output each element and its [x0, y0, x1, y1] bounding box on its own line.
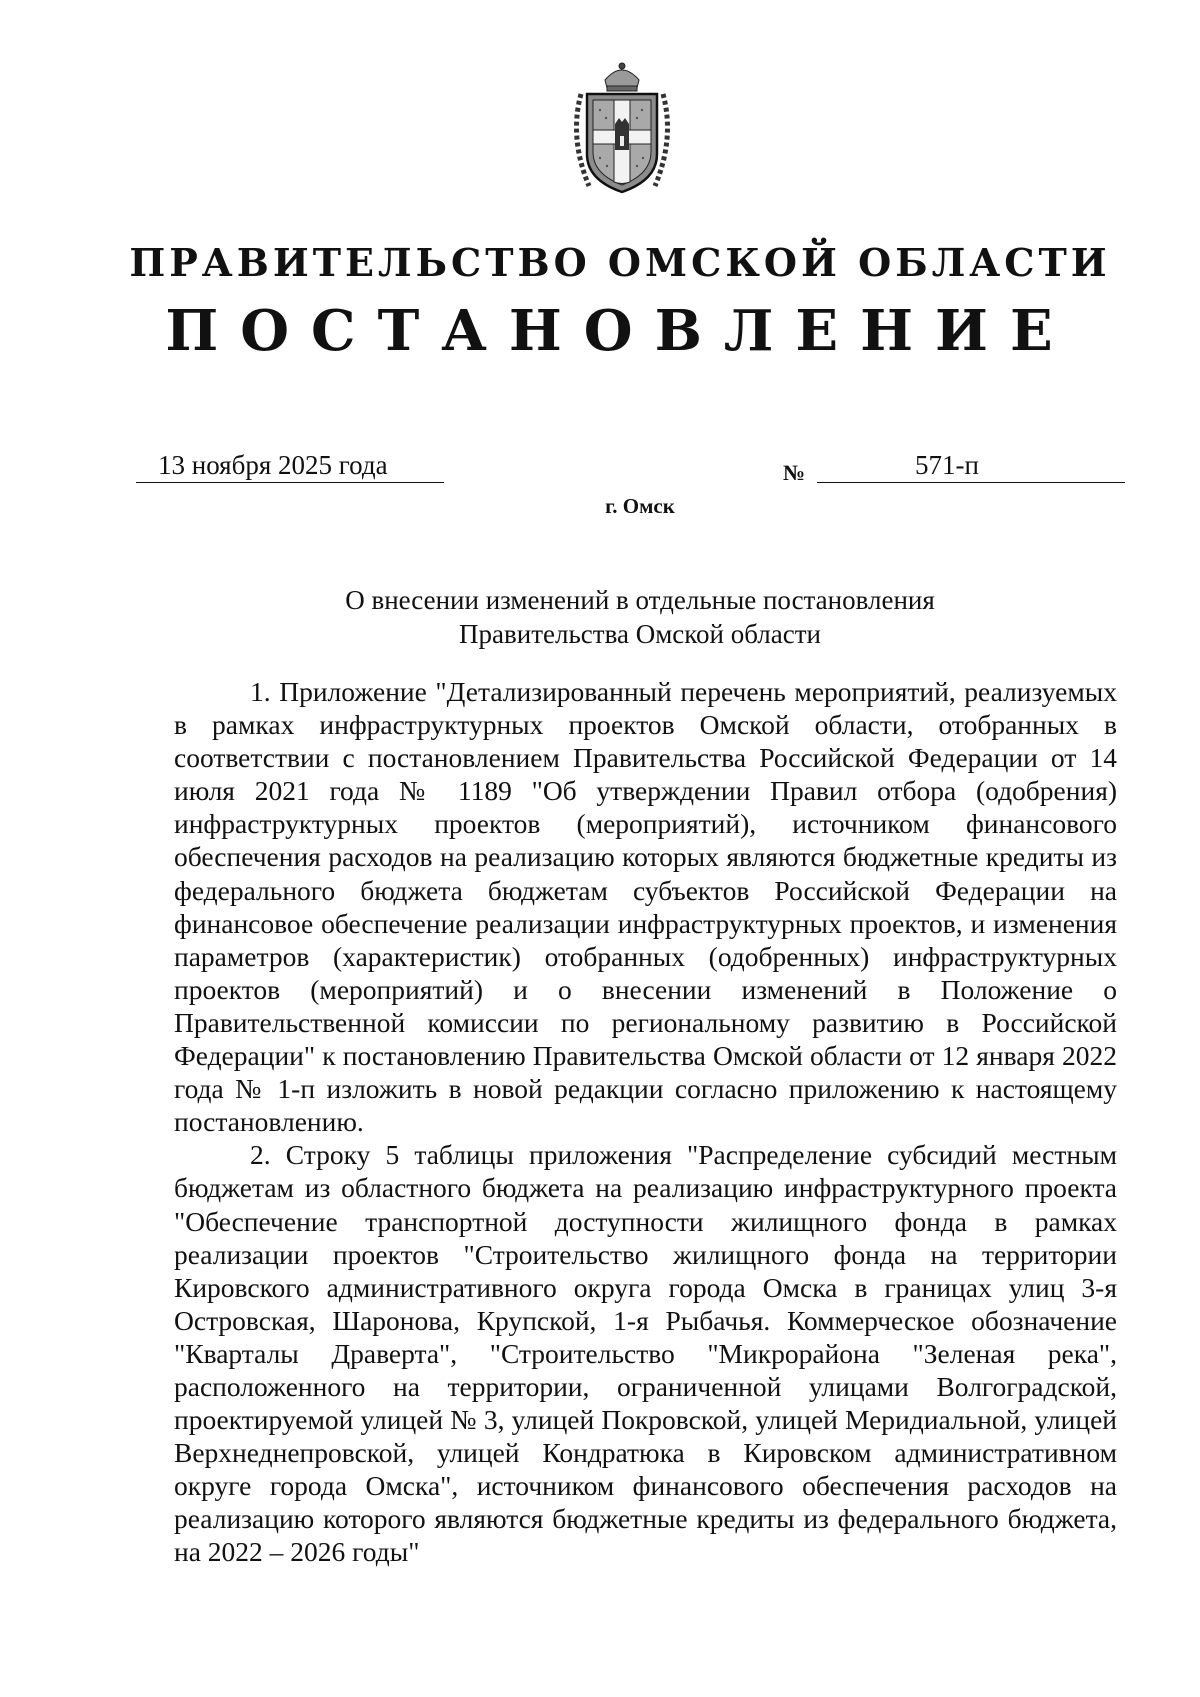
- document-body: [174, 675, 1117, 1569]
- paragraph-2: 2. Строку 5 таблицы приложения "Распределение субсидий местным бюджетам из областного бюджета на реализацию инфраструктурного проекта "Обеспечение транспортной доступности жилищного фонда в рамках реализации проектов "Строительство жилищного фонда на территории Кировского административного округа города Омска в границах улиц 3-я Островская, Шаронова, Крупской, 1-я Рыбачья. Коммерческое обозначение "Кварталы Драверта", "Строительство "Микрорайона "Зеленая река", расположенного на территории, ограниченной улицами Волгоградской, проектируемой улицей № 3, улицей Покровской, улицей Меридиальной, улицей Верхнеднепровской, улицей Кондратюка в Кировском административном округе города Омска", источником финансового обеспечения расходов на реализацию которого являются бюджетные кредиты из федерального бюджета, на 2022 – 2026 годы": [174, 1139, 1117, 1568]
- subject-line-1: О внесении изменений в отдельные постановления: [345, 585, 935, 615]
- document-date: 13 ноября 2025 года: [136, 448, 444, 483]
- organization-title: ПРАВИТЕЛЬСТВО ОМСКОЙ ОБЛАСТИ: [129, 240, 1111, 285]
- city-label: г. Омск: [605, 494, 675, 518]
- document-subject: [200, 583, 1080, 651]
- number-label: №: [783, 460, 806, 485]
- paragraph-1: 1. Приложение "Детализированный перечень мероприятий, реализуемых в рамках инфраструктурных проектов Омской области, отобранных в соответствии с постановлением Правительства Российской Федерации от 14 июля 2021 года № 1189 "Об утверждении Правил отбора (одобрения) инфраструктурных проектов (мероприятий), источником финансового обеспечения расходов на реализацию которых являются бюджетные кредиты из федерального бюджета бюджетам субъектов Российской Федерации на финансовое обеспечение реализации инфраструктурных проектов, и изменения параметров (характеристик) отобранных (одобренных) инфраструктурных проектов (мероприятий) и о внесении изменений в Положение о Правительственной комиссии по региональному развитию в Российской Федерации" к постановлению Правительства Омской области от 12 января 2022 года № 1-п изложить в новой редакции согласно приложению к настоящему постановлению.: [174, 676, 1117, 1138]
- subject-line-2: Правительства Омской области: [459, 619, 821, 649]
- omsk-coat-of-arms-icon: [567, 58, 677, 198]
- document-type-title: ПОСТАНОВЛЕНИЕ: [165, 298, 1075, 364]
- document-number: 571-п: [817, 448, 1125, 483]
